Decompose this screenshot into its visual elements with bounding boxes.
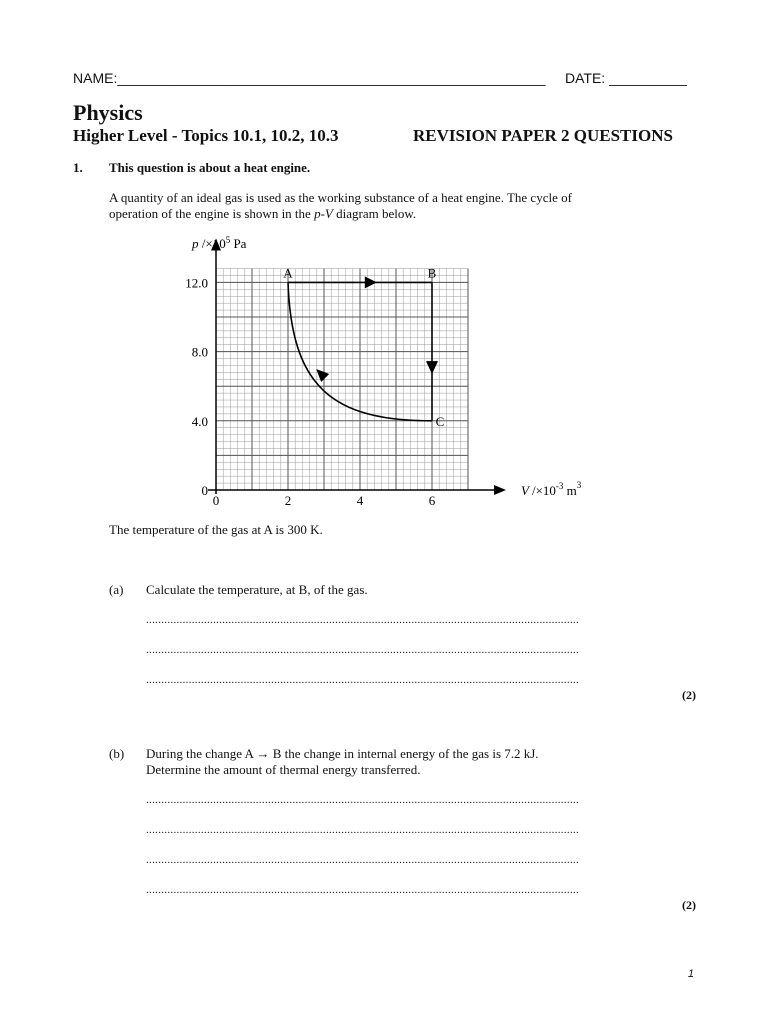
point-labels xyxy=(283,265,444,428)
answer-line[interactable]: .............................................................................................................................................. xyxy=(146,644,580,656)
intro-line-2: operation of the engine is shown in the p-V diagram below. xyxy=(109,206,417,221)
answer-line[interactable]: .............................................................................................................................................. xyxy=(146,854,580,866)
page-number: 1 xyxy=(687,968,694,980)
part-a-text: Calculate the temperature, at B, of the gas. xyxy=(146,582,368,597)
pv-diagram xyxy=(150,230,600,520)
x-tick-label: 2 xyxy=(284,493,292,508)
arrow-up-left-icon xyxy=(316,369,329,382)
point-label-b: B xyxy=(427,265,437,281)
part-a-label: (a) xyxy=(109,582,124,597)
paper-subtitle: REVISION PAPER 2 QUESTIONS xyxy=(413,126,673,145)
x-tick-label: 6 xyxy=(428,493,436,508)
topics-subtitle: Higher Level - Topics 10.1, 10.2, 10.3 xyxy=(73,126,339,145)
answer-line[interactable]: .............................................................................................................................................. xyxy=(146,674,580,686)
part-b-line-2: Determine the amount of thermal energy transferred. xyxy=(146,762,421,777)
name-field-label: NAME:_______________________________________________________ xyxy=(73,70,546,86)
answer-line[interactable]: .............................................................................................................................................. xyxy=(146,884,580,896)
part-b-line-1: During the change A → B the change in internal energy of the gas is 7.2 kJ. xyxy=(146,746,539,761)
intro-line-1: A quantity of an ideal gas is used as the working substance of a heat engine. The cycle of xyxy=(109,190,572,205)
cycle-path xyxy=(288,276,438,420)
part-b-text xyxy=(146,746,539,778)
grid-minor-lines xyxy=(216,269,468,490)
question-intro xyxy=(109,190,572,222)
x-axis-label: V $/\times 10^{-3}$ $m^3$ xyxy=(521,480,582,498)
answer-line[interactable]: .............................................................................................................................................. xyxy=(146,614,580,626)
y-axis-label: p $/\times 10^5$ Pa xyxy=(192,235,247,251)
x-axis-arrow-icon xyxy=(494,485,506,495)
point-label-a: A xyxy=(283,265,293,281)
point-label-c: C xyxy=(435,413,445,429)
part-b-label: (b) xyxy=(109,746,125,761)
x-tick-label: 4 xyxy=(356,493,364,508)
page-title: Physics xyxy=(73,100,143,125)
y-tick-label: 8.0 xyxy=(191,344,208,360)
date-field-label: DATE: __________ xyxy=(565,70,687,86)
y-tick-label: 4.0 xyxy=(191,413,208,429)
y-tick-label: 0 xyxy=(201,483,208,498)
arrow-right-icon xyxy=(365,276,377,288)
y-tick-label: 12.0 xyxy=(185,275,208,291)
part-a-marks: (2) xyxy=(682,688,696,702)
temperature-statement: The temperature of the gas at A is 300 K. xyxy=(109,522,323,537)
question-number: 1. xyxy=(73,160,83,175)
x-tick-label: 0 xyxy=(212,493,220,508)
answer-line[interactable]: .............................................................................................................................................. xyxy=(146,794,580,806)
part-b-marks: (2) xyxy=(682,898,696,912)
answer-line[interactable]: .............................................................................................................................................. xyxy=(146,824,580,836)
axes xyxy=(208,239,506,495)
question-heading: This question is about a heat engine. xyxy=(109,160,311,175)
